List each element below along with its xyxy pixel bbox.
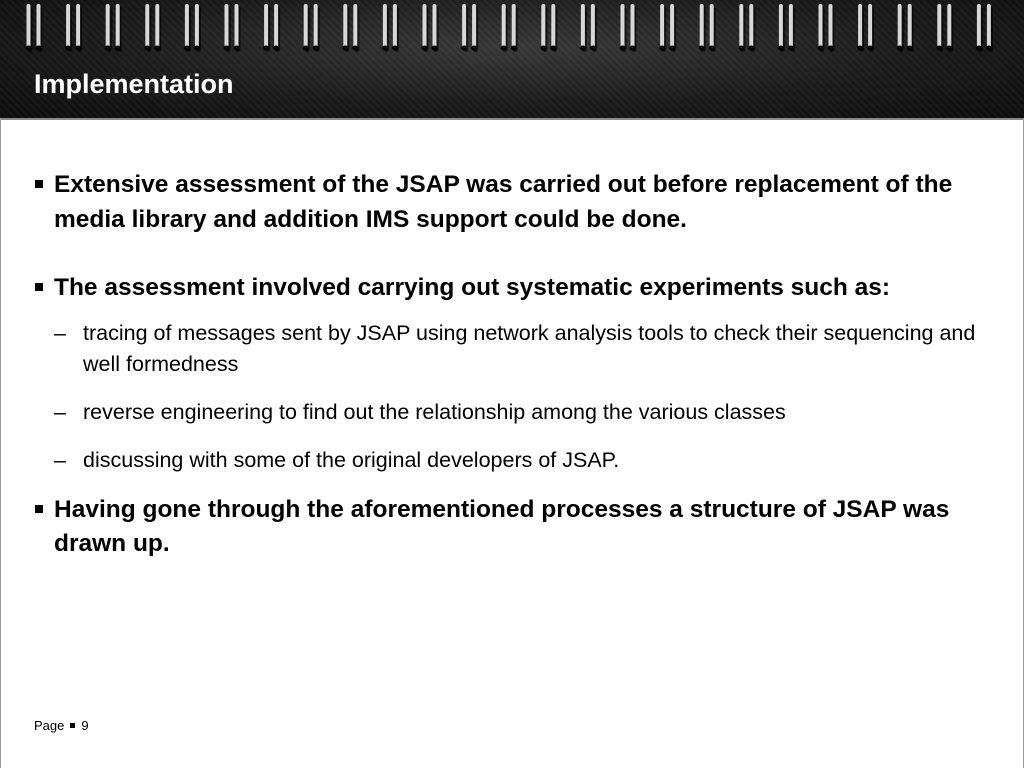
binding-ring: [462, 4, 466, 50]
binding-ring: [472, 4, 476, 50]
binding-ring: [710, 4, 714, 50]
binding-ring: [235, 4, 239, 50]
binding-ring: [868, 4, 872, 50]
bullet-text: Extensive assessment of the JSAP was carried out before replacement of the media library and addition IMS support could be done.: [54, 171, 953, 233]
binding-ring: [670, 4, 674, 50]
sub-bullet-text: discussing with some of the original developers of JSAP.: [83, 447, 620, 472]
sub-bullet-text: reverse engineering to find out the relationship among the various classes: [83, 399, 786, 424]
bullet-text: The assessment involved carrying out systematic experiments such as:: [54, 274, 891, 301]
slide-footer: [34, 718, 89, 733]
sub-bullet-item: [54, 397, 984, 428]
binding-ring: [116, 4, 120, 50]
binding-ring: [581, 4, 585, 50]
binding-ring: [660, 4, 664, 50]
binding-ring: [433, 4, 437, 50]
binding-ring: [155, 4, 159, 50]
binding-ring: [739, 4, 743, 50]
binding-ring: [314, 4, 318, 50]
binding-ring: [779, 4, 783, 50]
binding-ring: [304, 4, 308, 50]
bullet-text: Having gone through the aforementioned processes a structure of JSAP was drawn up.: [54, 495, 950, 557]
binding-ring: [937, 4, 941, 50]
binding-ring: [145, 4, 149, 50]
bullet-item: [34, 493, 984, 562]
slide-border-left: [0, 118, 1, 768]
binding-ring: [106, 4, 110, 50]
dash-marker: –: [54, 399, 66, 424]
dash-marker: –: [54, 447, 66, 472]
slide-header: [0, 0, 1024, 120]
binding-ring: [700, 4, 704, 50]
page-number: 9: [81, 718, 89, 733]
sub-bullet-list: [34, 318, 984, 476]
binding-ring: [512, 4, 516, 50]
binding-ring: [819, 4, 823, 50]
binding-ring: [551, 4, 555, 50]
square-bullet-icon: [35, 505, 43, 513]
binding-ring: [621, 4, 625, 50]
square-bullet-icon: [35, 283, 43, 291]
bullet-item: [34, 271, 984, 306]
sub-bullet-item: [54, 318, 984, 380]
page-label: Page: [34, 718, 65, 733]
spiral-binding-icon: [0, 0, 1024, 56]
binding-ring: [987, 4, 991, 50]
binding-ring: [591, 4, 595, 50]
binding-ring: [898, 4, 902, 50]
binding-ring: [502, 4, 506, 50]
binding-ring: [858, 4, 862, 50]
binding-ring: [829, 4, 833, 50]
binding-ring: [264, 4, 268, 50]
binding-ring: [66, 4, 70, 50]
slide-content: [34, 166, 984, 562]
slide-title: Implementation: [34, 69, 234, 99]
binding-ring: [789, 4, 793, 50]
binding-ring: [749, 4, 753, 50]
binding-ring: [908, 4, 912, 50]
binding-ring: [393, 4, 397, 50]
square-separator-icon: [70, 723, 75, 728]
binding-ring: [185, 4, 189, 50]
binding-ring: [383, 4, 387, 50]
binding-ring: [27, 4, 31, 50]
binding-ring: [353, 4, 357, 50]
binding-ring: [274, 4, 278, 50]
binding-ring: [37, 4, 41, 50]
binding-ring: [977, 4, 981, 50]
square-bullet-icon: [35, 180, 43, 188]
binding-ring: [541, 4, 545, 50]
binding-ring: [225, 4, 229, 50]
binding-ring: [195, 4, 199, 50]
binding-ring: [76, 4, 80, 50]
binding-ring: [343, 4, 347, 50]
binding-ring: [631, 4, 635, 50]
binding-ring: [423, 4, 427, 50]
bullet-item: [34, 168, 984, 237]
binding-ring: [947, 4, 951, 50]
dash-marker: –: [54, 320, 66, 345]
sub-bullet-text: tracing of messages sent by JSAP using network analysis tools to check their sequencing and well formedness: [83, 320, 976, 376]
sub-bullet-item: [54, 445, 984, 476]
